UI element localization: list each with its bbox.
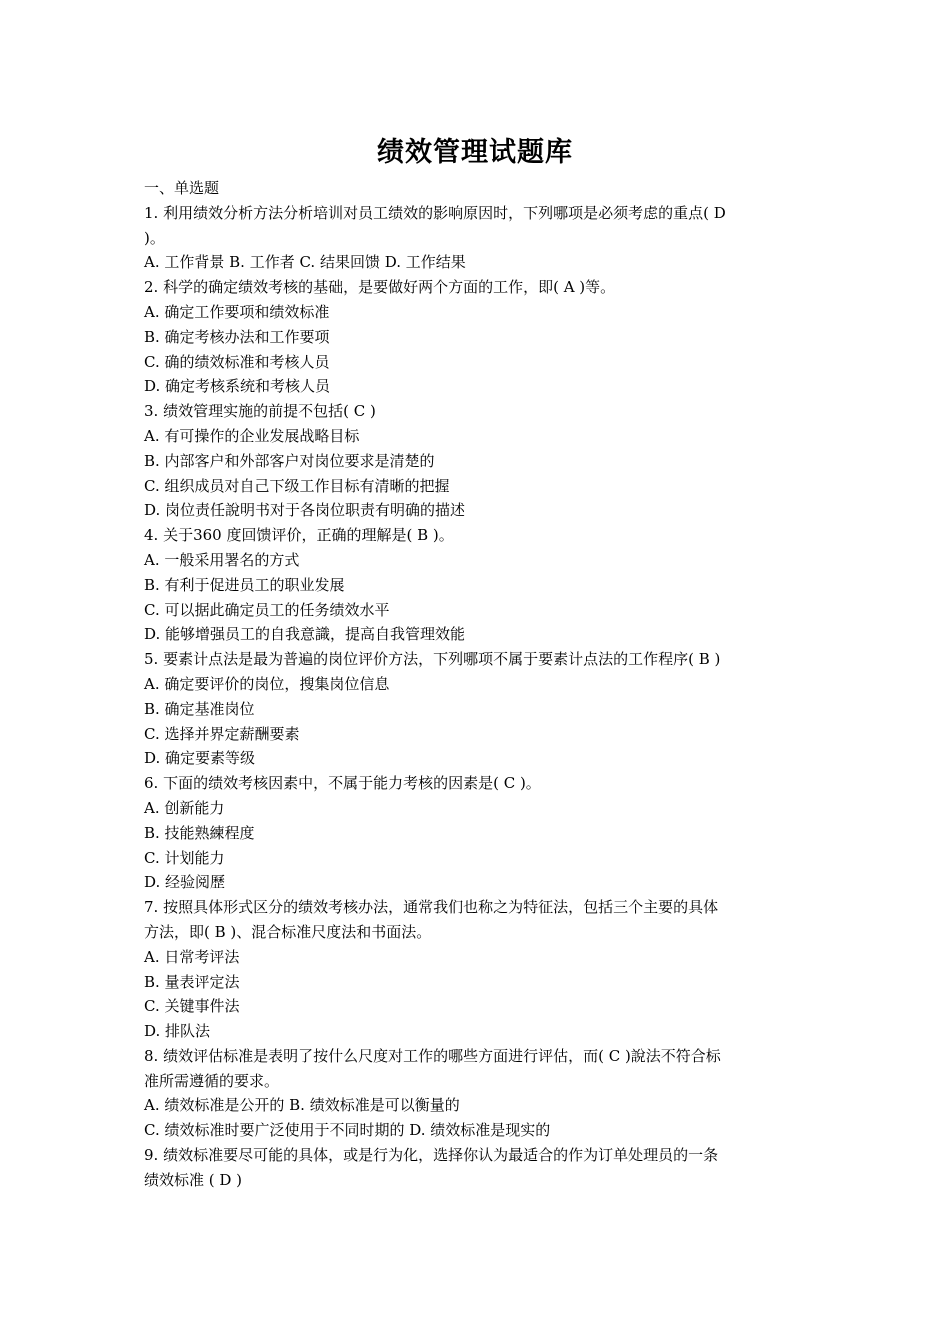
- question-line: B. 确定基准岗位: [144, 699, 255, 718]
- question-line: B. 量表评定法: [144, 972, 240, 991]
- question-line: C. 确的绩效标准和考核人员: [144, 352, 330, 371]
- question-line: 9. 绩效标准要尽可能的具体，或是行为化，选择你认为最适合的作为订单处理员的一条绩效标准 ( D ): [144, 1146, 719, 1189]
- question-line: 6. 下面的绩效考核因素中，不属于能力考核的因素是( C )。: [144, 774, 541, 793]
- question-line: 4. 关于360 度回馈评价，正确的理解是( B )。: [144, 526, 454, 545]
- question-line: B. 有利于促进员工的职业发展: [144, 575, 345, 594]
- question-line: D. 排队法: [144, 1022, 211, 1041]
- question-line: D. 岗位责任說明书对于各岗位职责有明确的描述: [144, 501, 466, 520]
- question-line: C. 关键事件法: [144, 997, 240, 1016]
- question-line: C. 组织成员对自己下级工作目标有清晰的把握: [144, 476, 450, 495]
- document-body: [144, 176, 731, 1193]
- question-line: A. 有可操作的企业发展战略目标: [144, 426, 360, 445]
- question-line: A. 确定要评价的岗位，搜集岗位信息: [144, 674, 390, 693]
- question-line: A. 工作背景 B. 工作者 C. 结果回馈 D. 工作结果: [144, 253, 466, 272]
- question-line: B. 技能熟練程度: [144, 823, 255, 842]
- question-line: 7. 按照具体形式区分的绩效考核办法，通常我们也称之为特征法，包括三个主要的具体方法，即( B )、混合标准尺度法和书面法。: [144, 898, 719, 941]
- question-line: C. 可以据此确定员工的任务绩效水平: [144, 600, 390, 619]
- document-title: 绩效管理试题库: [377, 137, 573, 168]
- question-line: 2. 科学的确定绩效考核的基础，是要做好两个方面的工作，即( A )等。: [144, 278, 616, 297]
- question-line: C. 选择并界定薪酬要素: [144, 724, 300, 743]
- question-line: C. 计划能力: [144, 848, 225, 867]
- question-line: 8. 绩效评估标准是表明了按什么尺度对工作的哪些方面进行评估，而( C )說法不符合标准所需遵循的要求。: [144, 1046, 721, 1090]
- question-line: A. 确定工作要项和绩效标准: [144, 302, 330, 321]
- question-line: D. 确定要素等级: [144, 749, 256, 768]
- question-line: 5. 要素计点法是最为普遍的岗位评价方法，下列哪项不属于要素计点法的工作程序( B ): [144, 650, 721, 669]
- section-heading: 一、单选题: [144, 179, 220, 197]
- question-line: B. 确定考核办法和工作要项: [144, 327, 330, 346]
- question-line: B. 内部客户和外部客户对岗位要求是清楚的: [144, 451, 435, 470]
- question-line: A. 创新能力: [144, 798, 225, 817]
- question-line: 3. 绩效管理实施的前提不包括( C ): [144, 402, 376, 421]
- question-line: D. 经验阅歷: [144, 873, 226, 892]
- question-line: C. 绩效标准时要广泛使用于不同时期的 D. 绩效标准是现实的: [144, 1121, 551, 1140]
- question-list: [144, 201, 731, 1193]
- question-line: A. 绩效标准是公开的 B. 绩效标准是可以衡量的: [144, 1096, 460, 1115]
- question-line: D. 确定考核系统和考核人员: [144, 377, 331, 396]
- question-line: 1. 利用绩效分析方法分析培训对员工绩效的影响原因时，下列哪项是必须考虑的重点( D )。: [144, 203, 731, 247]
- question-line: A. 一般采用署名的方式: [144, 550, 300, 569]
- question-line: D. 能够增强员工的自我意識，提高自我管理效能: [144, 625, 466, 644]
- question-line: A. 日常考评法: [144, 947, 240, 966]
